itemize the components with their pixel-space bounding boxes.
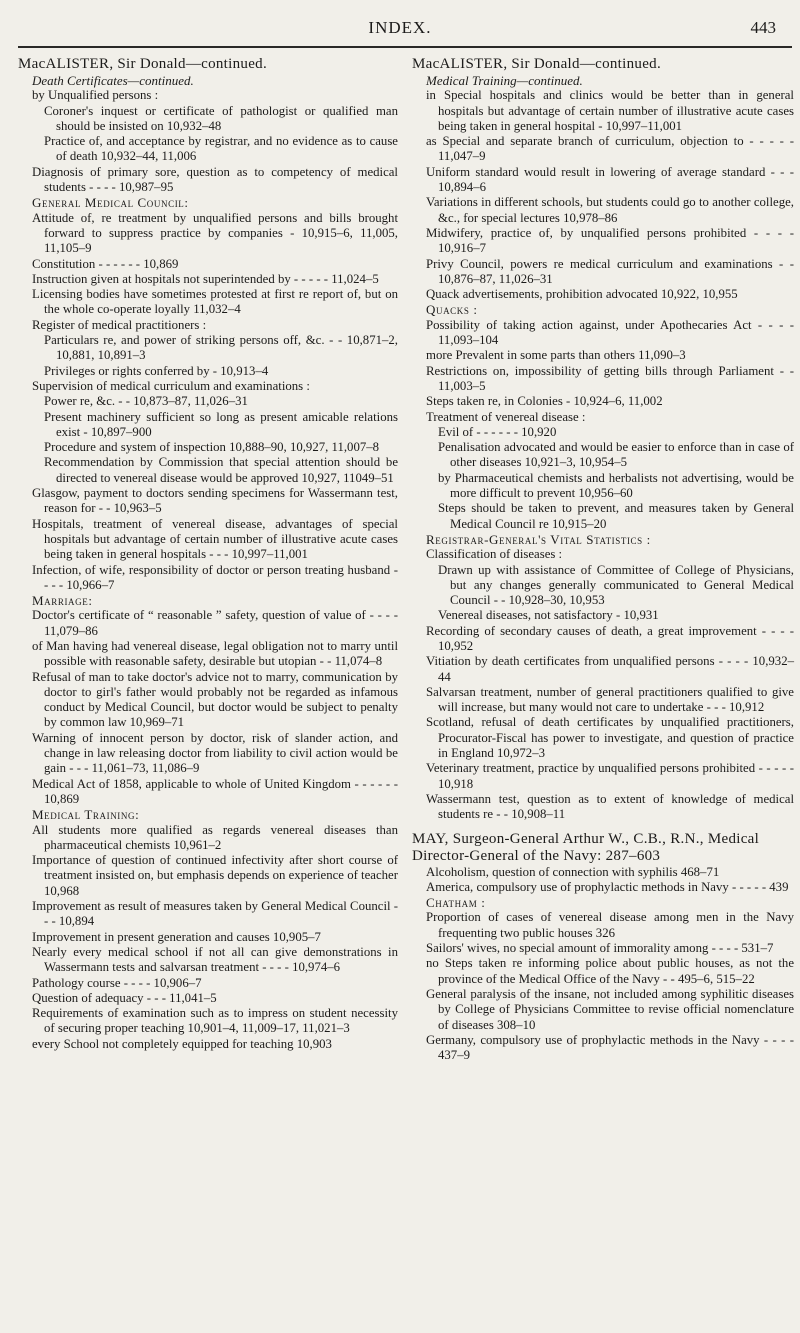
entry-venereal-stat: Venereal diseases, not satisfactory - 10,931 <box>438 608 659 623</box>
subheading-registrar-general: Registrar-General's Vital Statistics : <box>426 531 651 547</box>
entry-drawn-up: Drawn up with assistance of Committee of College of Physicians, but any changes generally communicated to General Medical Council - - 10,928–30, 10,953 <box>438 562 794 608</box>
entry-importance: Importance of question of continued infectivity after short course of treatment insisted on, but emphasis depends on experience of teacher 10,968 <box>32 853 398 898</box>
entry-diagnosis: Diagnosis of primary sore, question as to competency of medical students - - - - 10,987–95 <box>32 164 398 195</box>
entry-midwifery: Midwifery, practice of, by unqualified persons prohibited - - - - 10,916–7 <box>426 225 794 256</box>
entry-infection: Infection, of wife, responsibility of doctor or person treating husband - - - - 10,966–7 <box>32 562 398 592</box>
subheading-training-continued: Medical Training—continued. <box>426 73 583 88</box>
subheading-marriage: Marriage: <box>32 593 93 609</box>
entry-recommendation: Recommendation by Commission that special attention should be directed to venereal disease would be approved 10,927, 11049–51 <box>44 455 398 485</box>
running-header <box>0 18 800 40</box>
right-column <box>412 56 794 1063</box>
entry-unqualified: by Unqualified persons : <box>32 88 159 103</box>
entry-register: Register of medical practitioners : <box>32 317 207 332</box>
entry-improvement-gmc: Improvement as result of measures taken by General Medical Council - - - 10,894 <box>32 899 399 929</box>
entry-general-paralysis: General paralysis of the insane, not included among syphilitic diseases by College of Physicians Committee to revise official nomenclature of diseases 308–10 <box>426 986 794 1032</box>
entry-pharmaceutical: by Pharmaceutical chemists and herbalists not advertising, would be more difficult to prevent 10,956–60 <box>438 470 794 501</box>
entry-treatment-venereal: Treatment of venereal disease : <box>426 409 586 424</box>
entry-possibility: Possibility of taking action against, under Apothecaries Act - - - - 11,093–104 <box>426 317 794 348</box>
entry-hospitals: Hospitals, treatment of venereal disease, advantages of special hospitals but advantage of certain number of illustrative acute cases being taken in general hospitals - - - 10,997–11,001 <box>32 516 398 562</box>
entry-alcoholism: Alcoholism, question of connection with syphilis 468–71 <box>426 864 720 879</box>
entry-veterinary: Veterinary treatment, practice by unqualified persons prohibited - - - - - 10,918 <box>426 761 794 791</box>
index-heading-continued: MacALISTER, Sir Donald—continued. <box>412 56 662 72</box>
entry-man-having: of Man having had venereal disease, legal obligation not to marry until possible with reasonable safety, desirable but utopian - - 11,074–8 <box>32 638 398 669</box>
left-column <box>18 56 398 1052</box>
entry-nearly: Nearly every medical school if not all can give demonstrations in Wassermann tests and salvarsan treatment - - - - 10,974–6 <box>32 944 398 975</box>
entry-supervision: Supervision of medical curriculum and examinations : <box>32 378 310 393</box>
entry-penalisation: Penalisation advocated and would be easier to enforce than in case of other diseases 10,921–3, 10,954–5 <box>438 440 794 470</box>
entry-no-steps: no Steps taken re informing police about public houses, as not the province of the Medical Office of the Navy - - 495–6, 515–22 <box>426 956 794 986</box>
entry-attitude: Attitude of, re treatment by unqualified persons and bills brought forward to suppress practice by companies - 10,915–6, 11,005, 11,105–9 <box>32 210 398 256</box>
entry-vitiation: Vitiation by death certificates from unqualified persons - - - - 10,932–44 <box>426 654 794 684</box>
entry-present: Present machinery sufficient so long as present amicable relations exist - 10,897–900 <box>44 409 398 439</box>
subheading-gmc: General Medical Council: <box>32 195 189 211</box>
entry-quack-ads: Quack advertisements, prohibition advocated 10,922, 10,955 <box>426 287 738 302</box>
page-number: 443 <box>750 18 776 37</box>
entry-germany: Germany, compulsory use of prophylactic methods in the Navy - - - - 437–9 <box>426 1032 794 1063</box>
entry-recording: Recording of secondary causes of death, a great improvement - - - - 10,952 <box>426 623 794 653</box>
entry-adequacy: Question of adequacy - - - 11,041–5 <box>32 990 217 1005</box>
entry-sailors: Sailors' wives, no special amount of immorality among - - - - 531–7 <box>426 941 774 956</box>
entry-special-hospitals: in Special hospitals and clinics would be better than in general hospitals but advantage of certain number of illustrative acute cases being taken in general hospital - 10,997–11,001 <box>426 88 794 133</box>
entry-salvarsan: Salvarsan treatment, number of general practitioners qualified to give will increase, but many would not care to undertake - - - 10,912 <box>426 684 794 715</box>
header-rule <box>18 46 792 48</box>
entry-steps-colonies: Steps taken re, in Colonies - 10,924–6, 11,002 <box>426 394 663 409</box>
entry-constitution: Constitution - - - - - - 10,869 <box>32 256 179 271</box>
subheading-death-certificates: Death Certificates—continued. <box>32 73 194 88</box>
entry-medical-act: Medical Act of 1858, applicable to whole of United Kingdom - - - - - - 10,869 <box>32 776 398 806</box>
entry-privy: Privy Council, powers re medical curriculum and examinations - - 10,876–87, 11,026–31 <box>426 256 794 286</box>
entry-improvement-gen: Improvement in present generation and causes 10,905–7 <box>32 929 321 944</box>
entry-all-students: All students more qualified as regards venereal diseases than pharmaceutical chemists 10,961–2 <box>32 822 398 852</box>
entry-classification: Classification of diseases : <box>426 547 563 562</box>
entry-restrictions: Restrictions on, impossibility of getting bills through Parliament - - 11,003–5 <box>426 363 794 393</box>
subheading-quacks: Quacks : <box>426 302 478 318</box>
entry-every-school: every School not completely equipped for teaching 10,903 <box>32 1036 332 1051</box>
entry-scotland: Scotland, refusal of death certificates by unqualified practitioners, Procurator-Fiscal has power to investigate, and question of practice in England 10,972–3 <box>426 715 794 761</box>
subheading-medical-training: Medical Training: <box>32 807 140 823</box>
entry-evil: Evil of - - - - - - 10,920 <box>438 424 557 439</box>
index-heading: MacALISTER, Sir Donald—continued. <box>18 56 268 72</box>
entry-variations: Variations in different schools, but students could go to another college, &c., for special lectures 10,978–86 <box>426 195 794 225</box>
entry-coroner: Coroner's inquest or certificate of pathologist or qualified man should be insisted on 10,932–48 <box>44 103 398 133</box>
entry-special-branch: as Special and separate branch of curriculum, objection to - - - - - 11,047–9 <box>426 134 794 164</box>
entry-steps-gmc: Steps should be taken to prevent, and measures taken by General Medical Council re 10,915–20 <box>438 501 794 531</box>
entry-pathology: Pathology course - - - - 10,906–7 <box>32 975 202 990</box>
entry-more-prevalent: more Prevalent in some parts than others 11,090–3 <box>426 348 686 363</box>
entry-requirements: Requirements of examination such as to impress on student necessity of securing proper teaching 10,901–4, 11,009–17, 11,021–3 <box>32 1006 398 1036</box>
index-heading-may: MAY, Surgeon-General Arthur W., C.B., R.N., Medical Director-General of the Navy: 287–603 <box>412 830 760 864</box>
entry-practice: Practice of, and acceptance by registrar, and no evidence as to cause of death 10,932–44, 11,006 <box>44 134 398 164</box>
entry-procedure: Procedure and system of inspection 10,888–90, 10,927, 11,007–8 <box>44 440 380 455</box>
entry-doctor-cert: Doctor's certificate of “ reasonable ” safety, question of value of - - - - 11,079–86 <box>32 608 398 638</box>
entry-wassermann-test: Wassermann test, question as to extent of knowledge of medical students re - - 10,908–11 <box>426 791 794 822</box>
entry-glasgow: Glasgow, payment to doctors sending specimens for Wassermann test, reason for - - 10,963–5 <box>32 486 398 516</box>
entry-america: America, compulsory use of prophylactic methods in Navy - - - - - 439 <box>426 879 789 894</box>
entry-privileges: Privileges or rights conferred by - 10,913–4 <box>44 363 269 378</box>
entry-power: Power re, &c. - - 10,873–87, 11,026–31 <box>44 394 248 409</box>
entry-warning: Warning of innocent person by doctor, risk of slander action, and change in law releasing doctor from liability to civil action would be gain - - - 11,061–73, 11,086–9 <box>32 730 398 776</box>
page-title: INDEX. <box>368 18 432 37</box>
entry-particulars: Particulars re, and power of striking persons off, &c. - - 10,871–2, 10,881, 10,891–3 <box>44 333 398 363</box>
entry-licensing: Licensing bodies have sometimes protested at first re report of, but on the whole co-operate loyally 11,032–4 <box>32 287 398 317</box>
subheading-chatham: Chatham : <box>426 895 486 911</box>
entry-refusal: Refusal of man to take doctor's advice not to marry, communication by doctor to girl's father would probably not be regarded as infamous conduct by Medical Council, but doctor would be subject to penalty by common law 10,969–71 <box>32 669 398 730</box>
entry-instruction: Instruction given at hospitals not superintended by - - - - - 11,024–5 <box>32 271 379 286</box>
entry-uniform: Uniform standard would result in lowering of average standard - - - 10,894–6 <box>426 164 794 195</box>
entry-proportion: Proportion of cases of venereal disease among men in the Navy frequenting two public houses 326 <box>426 910 794 940</box>
